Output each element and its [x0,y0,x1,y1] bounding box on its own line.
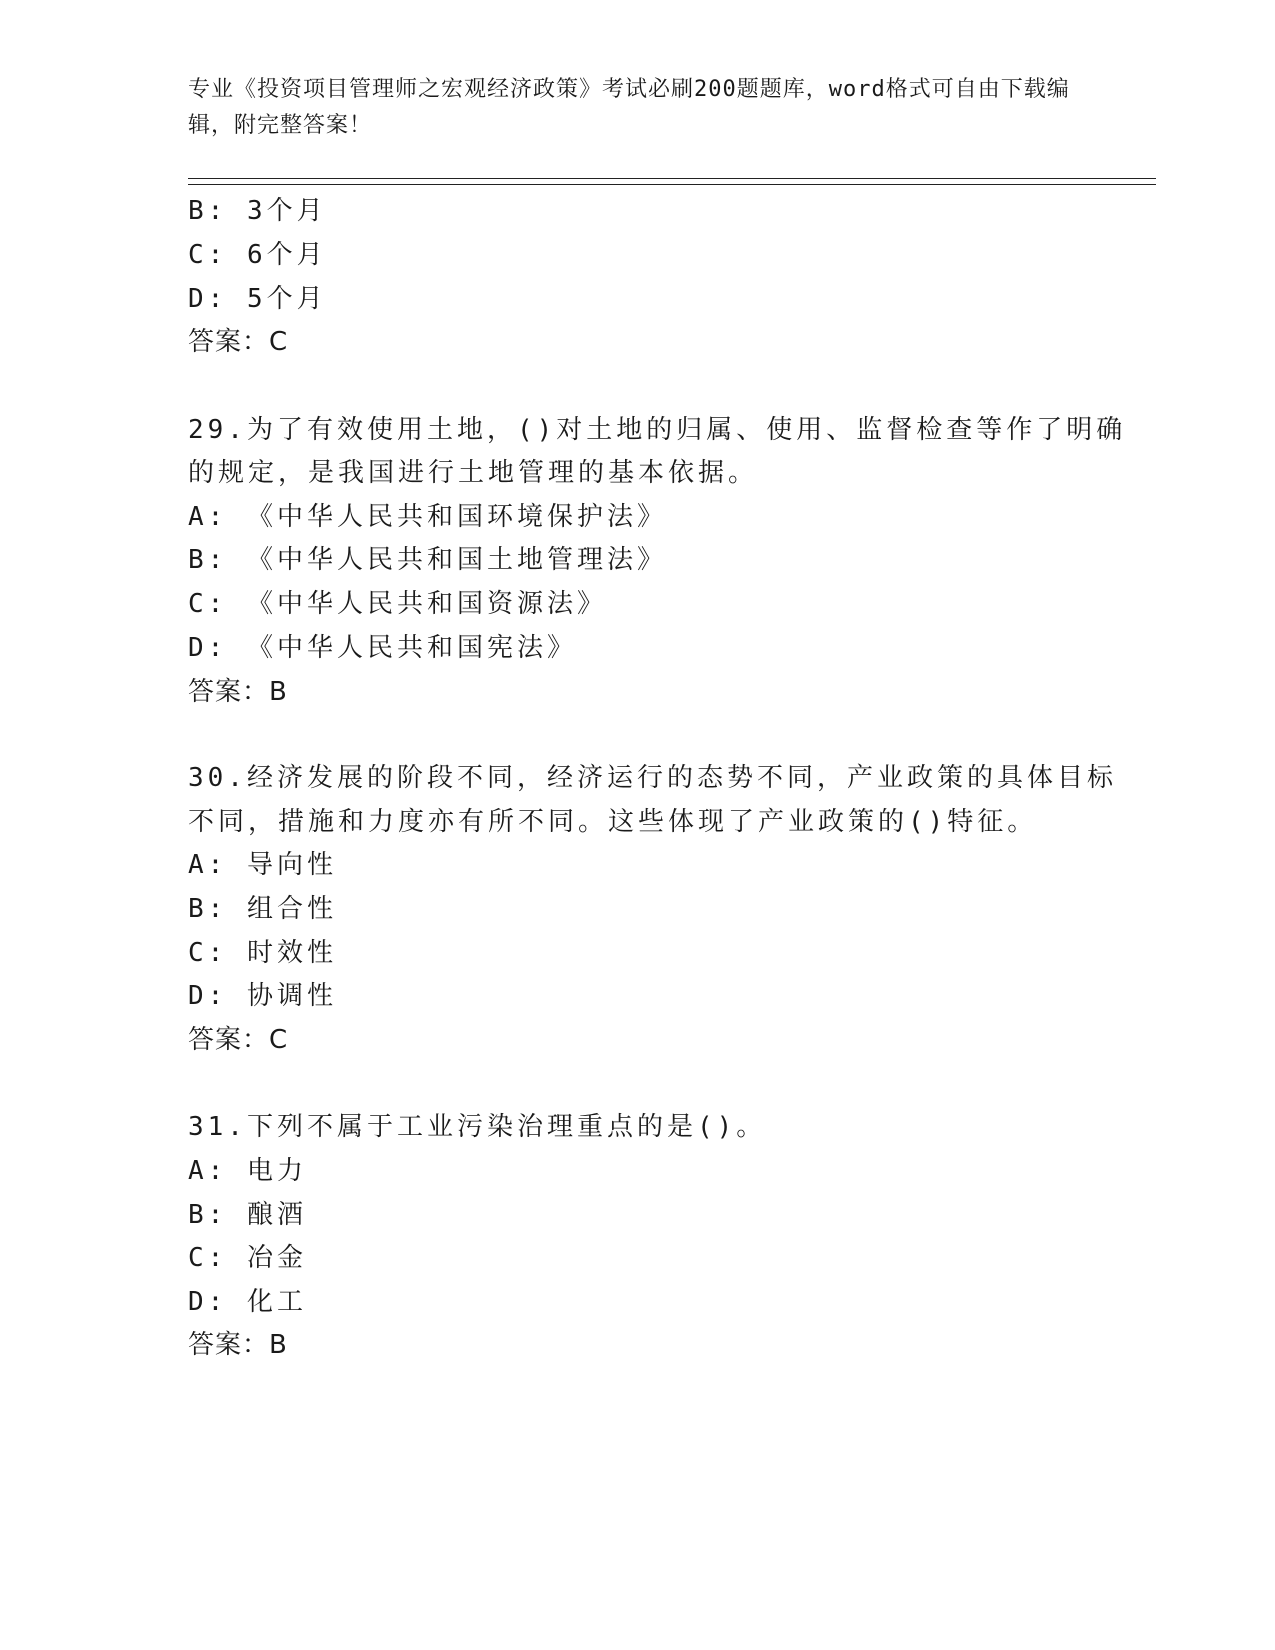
q30-answer: 答案：C [188,1025,289,1055]
q31-option-d: D: 化工 [188,1287,307,1317]
q31-answer: 答案：B [188,1330,288,1360]
header-divider-bottom [188,184,1156,185]
document-header: 专业《投资项目管理师之宏观经济政策》考试必刷200题题库，word格式可自由下载编辑，附完整答案！ [188,77,1070,138]
prev-answer: 答案：C [188,327,289,357]
q30-option-c: C: 时效性 [188,938,337,968]
q29-option-b: B: 《中华人民共和国土地管理法》 [188,545,667,575]
q30-stem-line1: 30.经济发展的阶段不同，经济运行的态势不同，产业政策的具体目标 [188,763,1117,793]
q30-stem-line2: 不同，措施和力度亦有所不同。这些体现了产业政策的()特征。 [188,807,1038,837]
q30-option-b: B: 组合性 [188,894,337,924]
q31-stem-line1: 31.下列不属于工业污染治理重点的是()。 [188,1112,767,1142]
q29-option-c: C: 《中华人民共和国资源法》 [188,589,607,619]
q31-option-a: A: 电力 [188,1156,307,1186]
header-divider-top [188,178,1156,179]
q29-option-d: D: 《中华人民共和国宪法》 [188,633,577,663]
q29-stem-line1: 29.为了有效使用土地，()对土地的归属、使用、监督检查等作了明确 [188,415,1127,445]
prev-option-d: D: 5个月 [188,284,327,314]
q30-option-d: D: 协调性 [188,981,337,1011]
q29-stem-line2: 的规定，是我国进行土地管理的基本依据。 [188,458,759,488]
prev-option-b: B: 3个月 [188,196,327,226]
q29-option-a: A: 《中华人民共和国环境保护法》 [188,502,667,532]
q30-option-a: A: 导向性 [188,850,337,880]
q31-option-c: C: 冶金 [188,1243,307,1273]
prev-option-c: C: 6个月 [188,240,327,270]
q29-answer: 答案：B [188,677,288,707]
q31-option-b: B: 酿酒 [188,1200,307,1230]
